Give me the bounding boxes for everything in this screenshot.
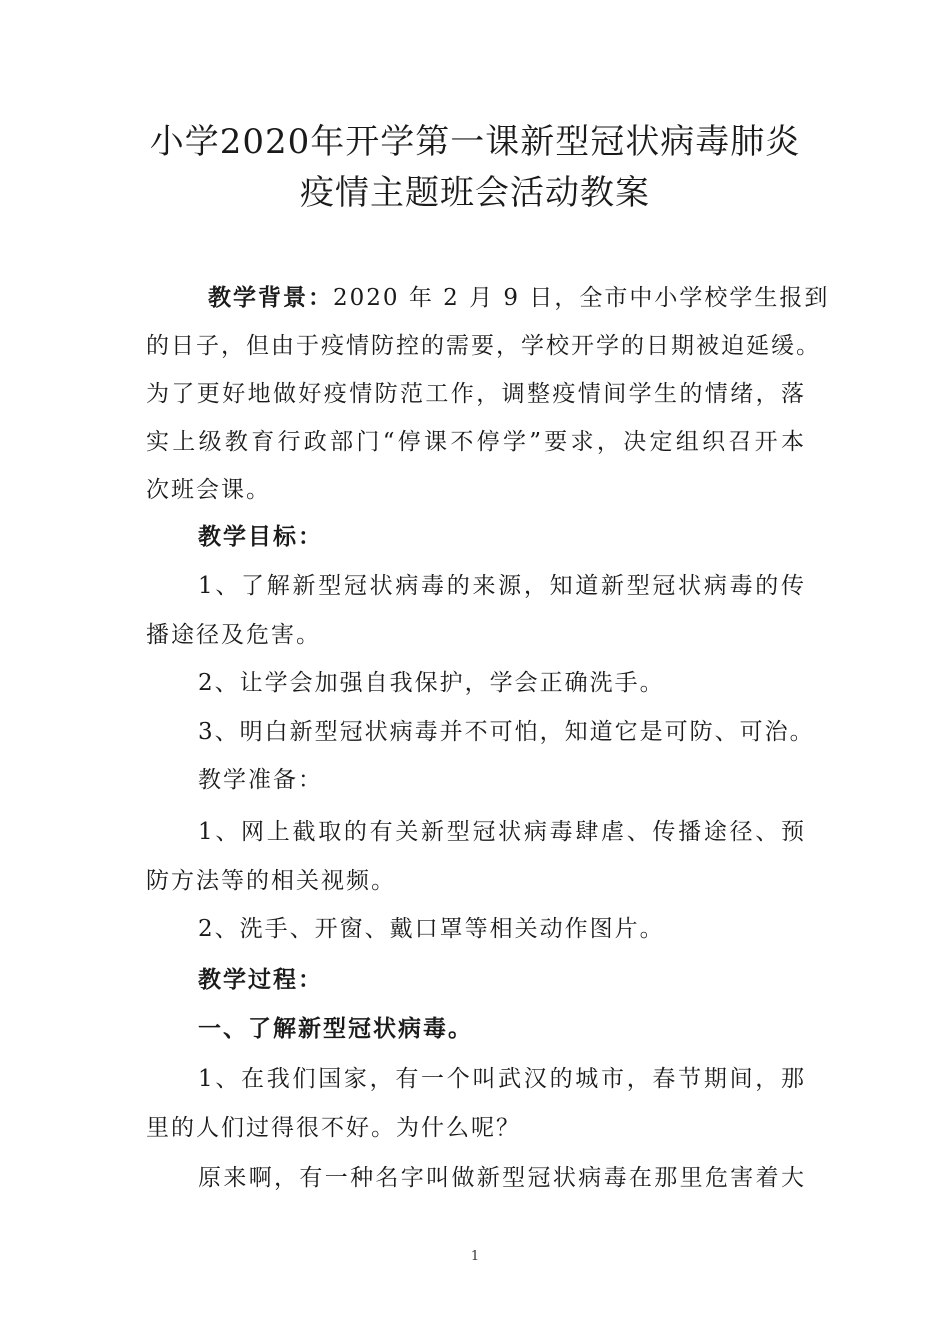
document-title-line-2: 疫情主题班会活动教案 — [300, 173, 650, 213]
background-paragraph-line-1 — [208, 283, 829, 313]
goal-1-line-1: 1、了解新型冠状病毒的来源，知道新型冠状病毒的传 — [198, 573, 806, 599]
prep-1-line-2: 防方法等的相关视频。 — [146, 868, 396, 894]
page-number: 1 — [470, 1249, 480, 1264]
process-1-line-1: 1、在我们国家，有一个叫武汉的城市，春节期间，那 — [198, 1066, 806, 1092]
background-line-1-text: 2020 年 2 月 9 日，全市中小学校学生报到 — [333, 285, 830, 311]
goals-heading: 教学目标： — [198, 523, 323, 550]
process-2-line-1: 原来啊，有一种名字叫做新型冠状病毒在那里危害着大 — [198, 1165, 806, 1191]
section-1-heading: 一、了解新型冠状病毒。 — [198, 1015, 473, 1042]
goal-3: 3、明白新型冠状病毒并不可怕，知道它是可防、可治。 — [198, 719, 815, 745]
document-title-line-1: 小学2020年开学第一课新型冠状病毒肺炎 — [149, 122, 801, 162]
background-paragraph-line-3: 为了更好地做好疫情防范工作，调整疫情间学生的情绪，落 — [146, 381, 806, 407]
process-heading: 教学过程： — [198, 966, 323, 993]
background-paragraph-line-2: 的日子，但由于疫情防控的需要，学校开学的日期被迫延缓。 — [146, 333, 821, 359]
prep-2: 2、洗手、开窗、戴口罩等相关动作图片。 — [198, 916, 665, 942]
prep-1-line-1: 1、网上截取的有关新型冠状病毒肆虐、传播途径、预 — [198, 819, 806, 845]
background-label: 教学背景： — [208, 284, 333, 311]
goal-2: 2、让学会加强自我保护，学会正确洗手。 — [198, 670, 665, 696]
goal-1-line-2: 播途径及危害。 — [146, 622, 321, 648]
prep-heading: 教学准备： — [198, 767, 323, 793]
background-paragraph-line-4: 实上级教育行政部门“停课不停学”要求，决定组织召开本 — [146, 429, 806, 455]
process-1-line-2: 里的人们过得很不好。为什么呢？ — [146, 1115, 521, 1141]
background-paragraph-line-5: 次班会课。 — [146, 477, 271, 503]
